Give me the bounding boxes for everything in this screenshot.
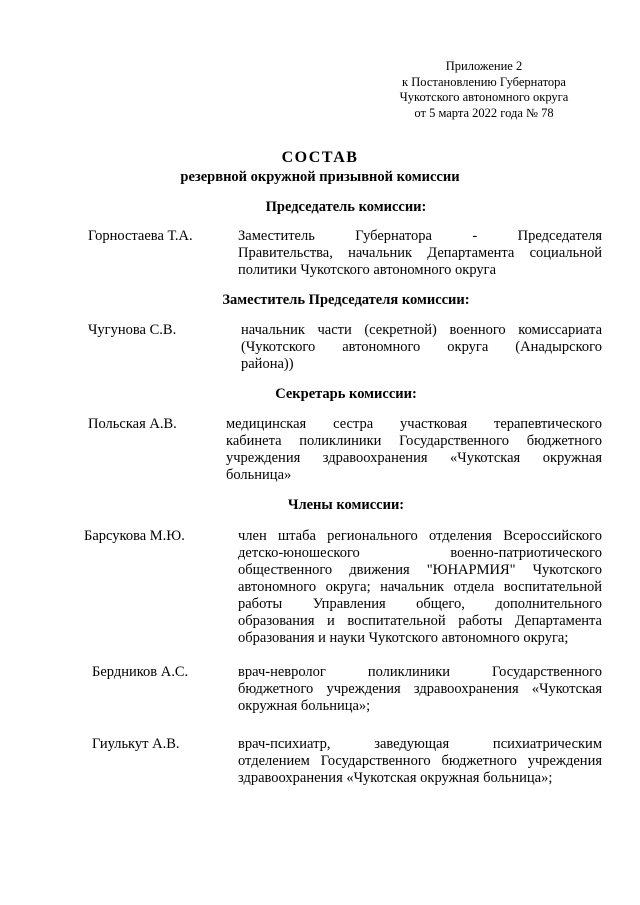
position-line: врач-психиатр, заведующая психиатрическим	[238, 736, 602, 752]
position-line: образования и науки Чукотского автономного округа;	[238, 630, 569, 646]
appendix-line: к Постановлению Губернатора	[402, 74, 566, 89]
member-position	[241, 322, 602, 373]
member-position	[238, 664, 602, 715]
member-position	[238, 228, 602, 279]
document-title: СОСТАВ	[281, 149, 359, 166]
member-position	[226, 416, 602, 484]
member-name: Бердников А.С.	[92, 664, 189, 680]
member-name: Горностаева Т.А.	[88, 228, 193, 244]
document-subtitle: резервной окружной призывной комиссии	[180, 169, 460, 185]
section-heading-deputy: Заместитель Председателя комиссии:	[222, 292, 470, 308]
position-line: член штаба регионального отделения Всероссийского	[238, 528, 602, 544]
section-heading-members: Члены комиссии:	[287, 497, 405, 513]
position-line: автономного округа; начальник отдела воспитательной	[238, 579, 602, 595]
position-line: района))	[241, 356, 294, 372]
position-line: работы Управления общего, дополнительного	[238, 596, 602, 612]
position-line: бюджетного учреждения здравоохранения «Чукотская	[238, 681, 602, 697]
position-line: медицинская сестра участковая терапевтического	[226, 416, 602, 432]
position-line: Правительства, начальник Департамента социальной	[238, 245, 602, 261]
position-line: учреждения здравоохранения «Чукотская окружная	[226, 450, 602, 466]
position-line: окружная больница»;	[238, 698, 371, 714]
position-line: (Чукотского автономного округа (Анадырского	[241, 339, 602, 355]
position-line: здравоохранения «Чукотская окружная больница»;	[238, 770, 553, 786]
position-line: Заместитель Губернатора - Председателя	[238, 228, 602, 244]
member-name: Чугунова С.В.	[88, 322, 177, 338]
appendix-line: Чукотского автономного округа	[399, 90, 569, 104]
section-heading-secretary: Секретарь комиссии:	[275, 386, 417, 402]
position-line: общественного движения "ЮНАРМИЯ" Чукотского	[238, 562, 602, 578]
position-line: кабинета поликлиники Государственного бюджетного	[226, 433, 602, 449]
appendix-line: Приложение 2	[445, 59, 523, 73]
position-line: начальник части (секретной) военного комиссариата	[241, 322, 602, 338]
member-name: Гиулькут А.В.	[92, 736, 180, 752]
member-name: Барсукова М.Ю.	[84, 528, 185, 544]
member-position	[238, 528, 602, 647]
position-line: врач-невролог поликлиники Государственного	[238, 664, 602, 680]
member-position	[238, 736, 602, 787]
appendix-line: от 5 марта 2022 года № 78	[414, 105, 554, 120]
member-name: Польская А.В.	[88, 416, 177, 432]
position-line: образования и воспитательной работы Департамента	[238, 613, 602, 629]
position-line: политики Чукотского автономного округа	[238, 262, 497, 278]
position-line: отделением Государственного бюджетного учреждения	[238, 753, 602, 769]
appendix-header	[386, 59, 582, 121]
position-line: больница»	[226, 467, 292, 483]
position-line: детско-юношеского военно-патриотического	[238, 545, 602, 561]
section-heading-chairman: Председатель комиссии:	[265, 199, 427, 215]
